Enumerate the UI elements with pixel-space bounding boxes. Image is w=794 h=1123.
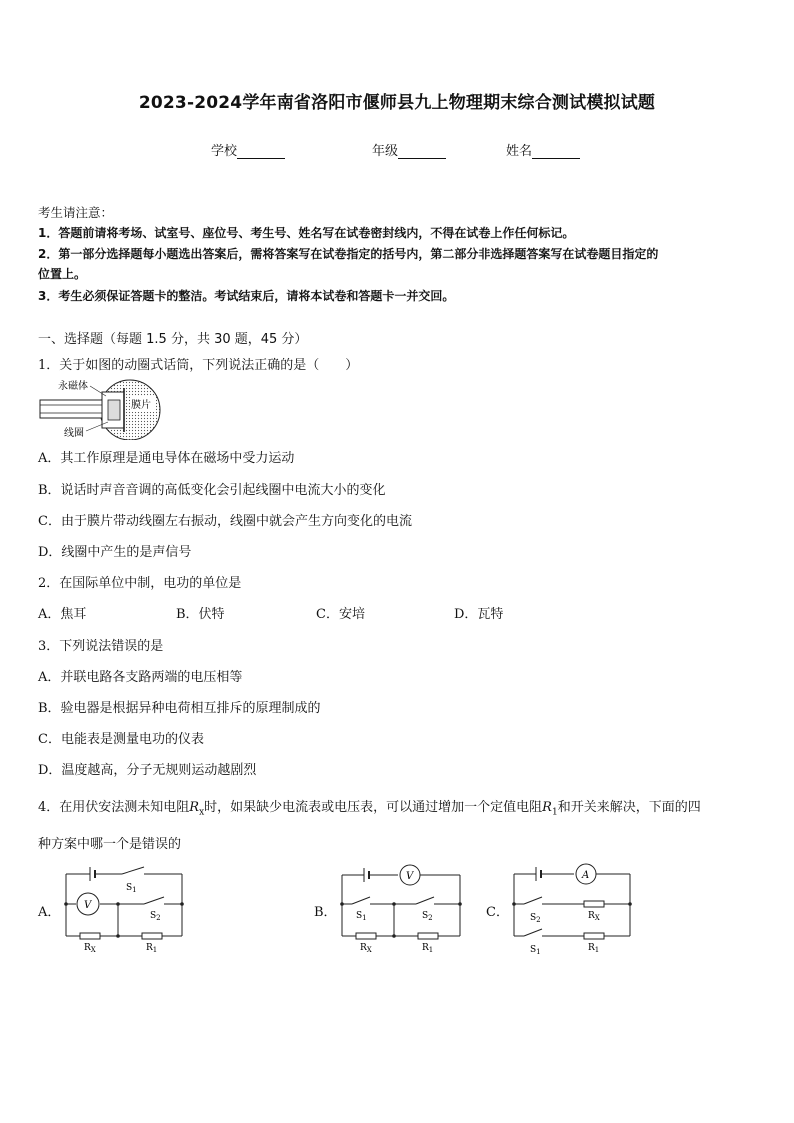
q1-option-b: B．说话时声音音调的高低变化会引起线圈中电流大小的变化 — [38, 483, 386, 498]
circuit-b-diagram — [336, 862, 466, 954]
name-label: 姓名 — [506, 144, 533, 159]
q1-option-d: D．线圈中产生的是声信号 — [38, 545, 192, 560]
name-blank — [532, 145, 580, 159]
school-blank — [237, 145, 285, 159]
notice-item-2: 2．第一部分选择题每小题选出答案后，需将答案写在试卷指定的括号内，第二部分非选择题答案写在试卷题目指定的 — [38, 247, 659, 261]
resistor-r1-label: $R_1$ — [588, 943, 600, 954]
q3-option-c: C．电能表是测量电功的仪表 — [38, 732, 204, 747]
q3-option-a: A．并联电路各支路两端的电压相等 — [38, 670, 243, 685]
notice-item-3: 3．考生必须保证答题卡的整洁。考试结束后，请将本试卷和答题卡一并交回。 — [38, 289, 455, 303]
switch-s2-label: $S_2$ — [150, 911, 161, 922]
notice-item-2-cont: 位置上。 — [38, 267, 87, 281]
coil-label: 线圈 — [64, 428, 84, 439]
grade-field — [372, 140, 446, 159]
grade-blank — [398, 145, 446, 159]
circuit-b-label: B． — [314, 905, 337, 920]
name-field — [506, 140, 580, 159]
q1-option-c: C．由于膜片带动线圈左右振动，线圈中就会产生方向变化的电流 — [38, 514, 412, 529]
circuit-c-diagram — [508, 860, 638, 956]
resistor-rx-label: $R_X$ — [360, 943, 372, 954]
q3-stem: 3．下列说法错误的是 — [38, 639, 164, 654]
microphone-figure — [38, 378, 164, 440]
notice-item-1: 1．答题前请将考场、试室号、座位号、考生号、姓名写在试卷密封线内，不得在试卷上作任何标记。 — [38, 226, 575, 240]
q4-stem: 4．在用伏安法测未知电阻$R_x$时，如果缺少电流表或电压表，可以通过增加一个定值电阻$R_1$和开关来解决，下面的四 — [38, 800, 701, 818]
school-label: 学校 — [211, 144, 238, 159]
school-field — [211, 140, 285, 159]
circuit-c-label: C． — [486, 905, 509, 920]
q2-option-a: A．焦耳 — [38, 607, 87, 622]
switch-s2-label: $S_2$ — [422, 911, 433, 922]
q4-stem-line2: 种方案中哪一个是错误的 — [38, 837, 182, 852]
voltmeter-label: V — [84, 900, 92, 911]
q2-option-c: C．安培 — [316, 607, 365, 622]
circuit-a-diagram — [60, 862, 190, 954]
resistor-rx-label: $R_X$ — [84, 943, 96, 954]
q3-option-d: D．温度越高，分子无规则运动越剧烈 — [38, 763, 257, 778]
q3-option-b: B．验电器是根据异种电荷相互排斥的原理制成的 — [38, 701, 321, 716]
switch-s1-label: $S_1$ — [356, 911, 367, 922]
circuit-a-label: A． — [38, 905, 61, 920]
q2-option-b: B．伏特 — [176, 607, 225, 622]
resistor-r1-label: $R_1$ — [146, 943, 158, 954]
resistor-rx-label: $R_X$ — [588, 911, 600, 922]
notice-heading: 考生请注意： — [38, 205, 114, 220]
page-title: 2023-2024学年南省洛阳市偃师县九上物理期末综合测试模拟试题 — [138, 93, 656, 113]
voltmeter-label: V — [406, 871, 414, 882]
switch-s2-label: $S_2$ — [530, 913, 541, 924]
resistor-r1-label: $R_1$ — [422, 943, 434, 954]
q2-option-d: D．瓦特 — [454, 607, 504, 622]
ammeter-label: A — [582, 870, 590, 881]
q2-stem: 2．在国际单位中制，电功的单位是 — [38, 576, 242, 591]
q1-stem: 1．关于如图的动圈式话筒，下列说法正确的是（ ） — [38, 358, 359, 373]
grade-label: 年级 — [372, 144, 399, 159]
switch-s1-label: $S_1$ — [126, 883, 137, 894]
switch-s1-label: $S_1$ — [530, 945, 541, 956]
film-label: 膜片 — [131, 400, 151, 411]
magnet-label: 永磁体 — [58, 381, 88, 392]
q1-option-a: A．其工作原理是通电导体在磁场中受力运动 — [38, 451, 295, 466]
section-heading: 一、选择题（每题 1.5 分，共 30 题，45 分） — [38, 332, 308, 347]
